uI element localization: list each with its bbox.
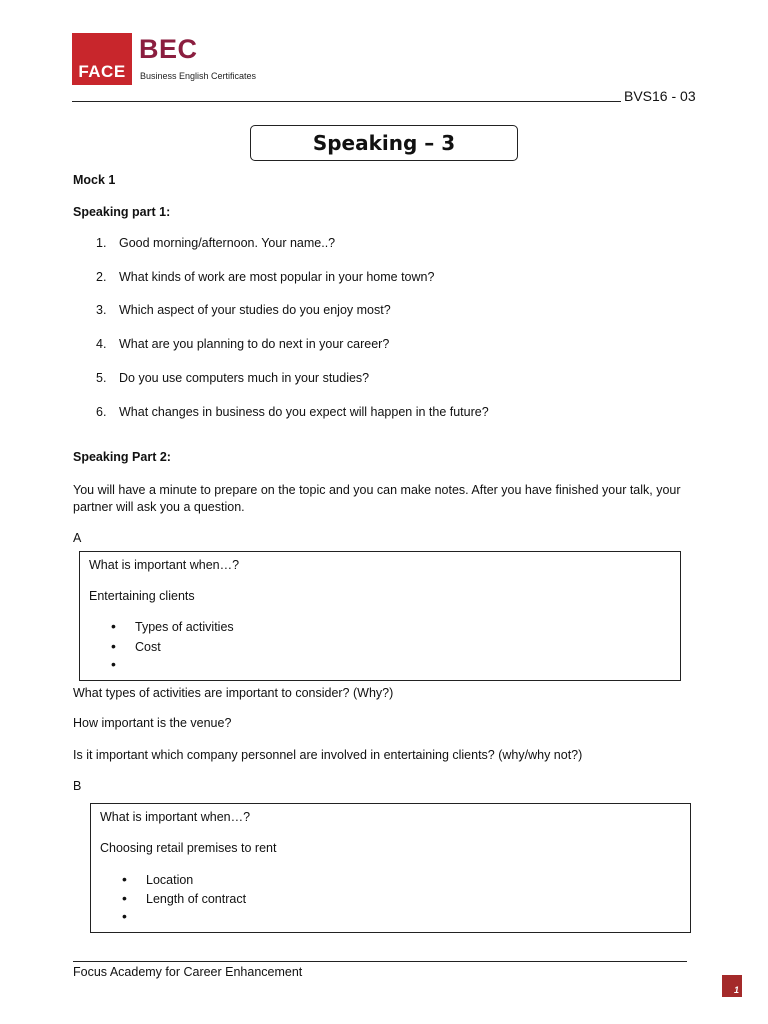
task-b-label: B xyxy=(73,779,82,793)
task-a-bullet: Cost xyxy=(135,640,161,654)
bullet-icon: • xyxy=(111,656,116,672)
bullet-icon: • xyxy=(111,638,116,654)
question-number: 2. xyxy=(96,270,107,284)
task-a-bullet: Types of activities xyxy=(135,620,234,634)
footer-text: Focus Academy for Career Enhancement xyxy=(73,965,303,979)
task-b-topic: Choosing retail premises to rent xyxy=(100,841,277,855)
task-b-bullet: Location xyxy=(146,873,194,887)
task-b-bullet: Length of contract xyxy=(146,892,247,906)
question-number: 4. xyxy=(96,337,107,351)
task-a-card xyxy=(79,551,681,681)
logo-mark: FACE xyxy=(78,62,126,81)
logo-subtitle: Business English Certificates xyxy=(140,71,257,81)
page-title-text: Speaking – 3 xyxy=(312,131,456,155)
header-rule xyxy=(72,101,621,102)
logo-title: BEC xyxy=(139,34,198,64)
document-code: BVS16 - 03 xyxy=(624,88,696,104)
page-title xyxy=(250,125,518,161)
question-text: What kinds of work are most popular in your home town? xyxy=(119,270,435,284)
footer-rule xyxy=(73,961,687,962)
bullet-icon: • xyxy=(111,618,116,634)
face-logo xyxy=(72,33,132,85)
question-text: What changes in business do you expect will happen in the future? xyxy=(119,405,489,419)
part2-intro: You will have a minute to prepare on the topic and you can make notes. After you have finished your talk, your partner will ask you a question. xyxy=(73,483,681,514)
part1-heading: Speaking part 1: xyxy=(73,205,171,219)
question-number: 6. xyxy=(96,405,107,419)
follow-up-question: Is it important which company personnel are involved in entertaining clients? (why/why not?) xyxy=(73,748,583,762)
task-b-card xyxy=(90,803,691,933)
mock-label: Mock 1 xyxy=(73,173,116,187)
task-a-prompt: What is important when…? xyxy=(89,558,240,572)
follow-up-question: How important is the venue? xyxy=(73,716,232,730)
part2-heading: Speaking Part 2: xyxy=(73,450,171,464)
page-number-badge xyxy=(722,975,742,997)
task-b-prompt: What is important when…? xyxy=(100,810,251,824)
follow-up-question: What types of activities are important to consider? (Why?) xyxy=(73,686,394,700)
question-number: 1. xyxy=(96,236,107,250)
bullet-icon: • xyxy=(122,871,127,887)
question-number: 3. xyxy=(96,303,107,317)
task-a-topic: Entertaining clients xyxy=(89,589,195,603)
page-number: 1 xyxy=(733,985,739,995)
question-text: Do you use computers much in your studies? xyxy=(119,371,370,385)
question-text: What are you planning to do next in your career? xyxy=(119,337,390,351)
question-text: Which aspect of your studies do you enjoy most? xyxy=(119,303,391,317)
bullet-icon: • xyxy=(122,908,127,924)
question-text: Good morning/afternoon. Your name..? xyxy=(119,236,336,250)
question-number: 5. xyxy=(96,371,107,385)
task-a-label: A xyxy=(73,531,82,545)
bullet-icon: • xyxy=(122,890,127,906)
